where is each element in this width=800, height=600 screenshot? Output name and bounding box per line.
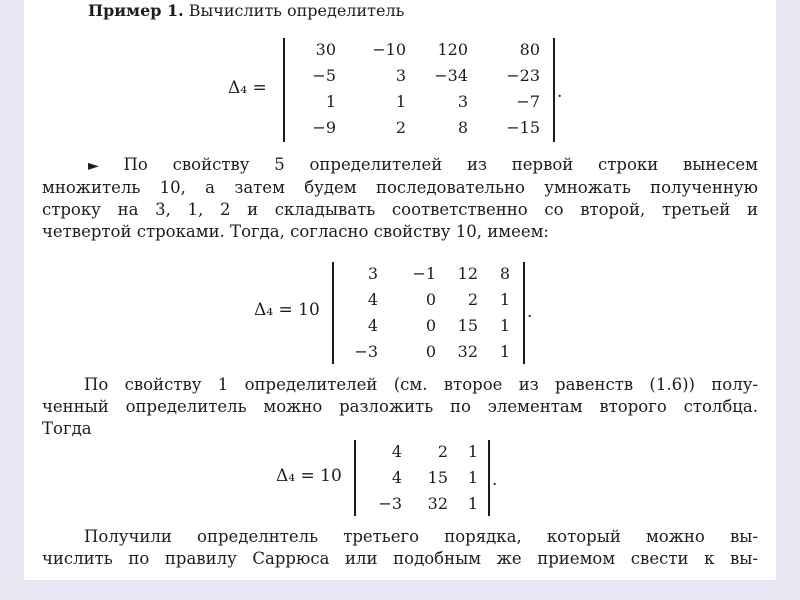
example-heading — [88, 0, 404, 22]
det1-cell: −7 — [516, 92, 540, 111]
det2-cell: 1 — [499, 342, 510, 361]
paragraph-line: числить по правилу Саррюса или подобным же приемом свести к вы- — [42, 549, 758, 568]
paragraph-2 — [42, 374, 758, 440]
det2-cell: 1 — [499, 316, 510, 335]
paragraph-line: Получили определнтель третьего порядка, который можно вы- — [84, 527, 758, 546]
det3-label: Δ₄ = 10 — [276, 466, 342, 486]
det2-right-bar — [523, 262, 525, 364]
det2-cell: 0 — [425, 342, 436, 361]
book-page — [24, 0, 776, 580]
det1-cell: 2 — [395, 118, 406, 137]
det2-cell: 15 — [457, 316, 478, 335]
det1-cell: −15 — [506, 118, 540, 137]
det1-cell: 80 — [519, 40, 540, 59]
det3-period: . — [492, 470, 498, 490]
det1-cell: −5 — [312, 66, 336, 85]
paragraph-line: По свойству 1 определителей (см. второе из равенств (1.6)) полу- — [84, 375, 758, 394]
paragraph-1 — [42, 154, 758, 243]
det1-cell: 30 — [315, 40, 336, 59]
det1-period: . — [557, 82, 563, 102]
example-task: Вычислить определитель — [188, 1, 405, 20]
det2-cell: 2 — [467, 290, 478, 309]
det2-cell: 8 — [499, 264, 510, 283]
det1-right-bar — [553, 38, 555, 142]
example-label: Пример 1. — [88, 1, 184, 20]
det3-cell: 1 — [467, 494, 478, 513]
paragraph-line: ► По свойству 5 определителей из первой строки вынесем — [88, 155, 759, 174]
det3-cell: 32 — [427, 494, 448, 513]
det2-cell: 0 — [425, 316, 436, 335]
det1-cell: −10 — [372, 40, 406, 59]
det3-cell: 1 — [467, 468, 478, 487]
det2-cell: −3 — [354, 342, 378, 361]
det1-cell: 1 — [395, 92, 406, 111]
det1-cell: 8 — [457, 118, 468, 137]
det2-cell: 0 — [425, 290, 436, 309]
det1-label: Δ₄ = — [228, 78, 267, 98]
det1-cell: −23 — [506, 66, 540, 85]
det1-cell: 3 — [395, 66, 406, 85]
det3-left-bar — [354, 440, 356, 516]
det1-cell: 120 — [437, 40, 468, 59]
paragraph-line: четвертой строками. Тогда, согласно свойству 10, имеем: — [42, 222, 549, 241]
paragraph-line: Тогда — [42, 419, 92, 438]
paragraph-line: строку на 3, 1, 2 и складывать соответственно со второй, третьей и — [42, 200, 758, 219]
det1-left-bar — [283, 38, 285, 142]
det2-label: Δ₄ = 10 — [254, 300, 320, 320]
paragraph-line: множитель 10, а затем будем последовательно умножать полученную — [42, 178, 758, 197]
det1-cell: −34 — [434, 66, 468, 85]
paragraph-line: ченный определитель можно разложить по элементам второго столбца. — [42, 397, 758, 416]
det3-cell: 1 — [467, 442, 478, 461]
paragraph-3 — [42, 526, 758, 570]
det3-cell: 2 — [437, 442, 448, 461]
det3-cell: −3 — [378, 494, 402, 513]
det3-right-bar — [488, 440, 490, 516]
det2-period: . — [527, 302, 533, 322]
det2-cell: 1 — [499, 290, 510, 309]
det1-cell: 3 — [457, 92, 468, 111]
det1-cell: −9 — [312, 118, 336, 137]
det2-cell: 4 — [367, 290, 378, 309]
det3-cell: 4 — [391, 468, 402, 487]
triangle-marker-icon: ► — [88, 158, 99, 174]
det2-cell: −1 — [412, 264, 436, 283]
det3-cell: 15 — [427, 468, 448, 487]
det2-left-bar — [332, 262, 334, 364]
det3-cell: 4 — [391, 442, 402, 461]
det2-cell: 32 — [457, 342, 478, 361]
det1-cell: 1 — [325, 92, 336, 111]
det2-cell: 4 — [367, 316, 378, 335]
det2-cell: 3 — [367, 264, 378, 283]
det2-cell: 12 — [457, 264, 478, 283]
